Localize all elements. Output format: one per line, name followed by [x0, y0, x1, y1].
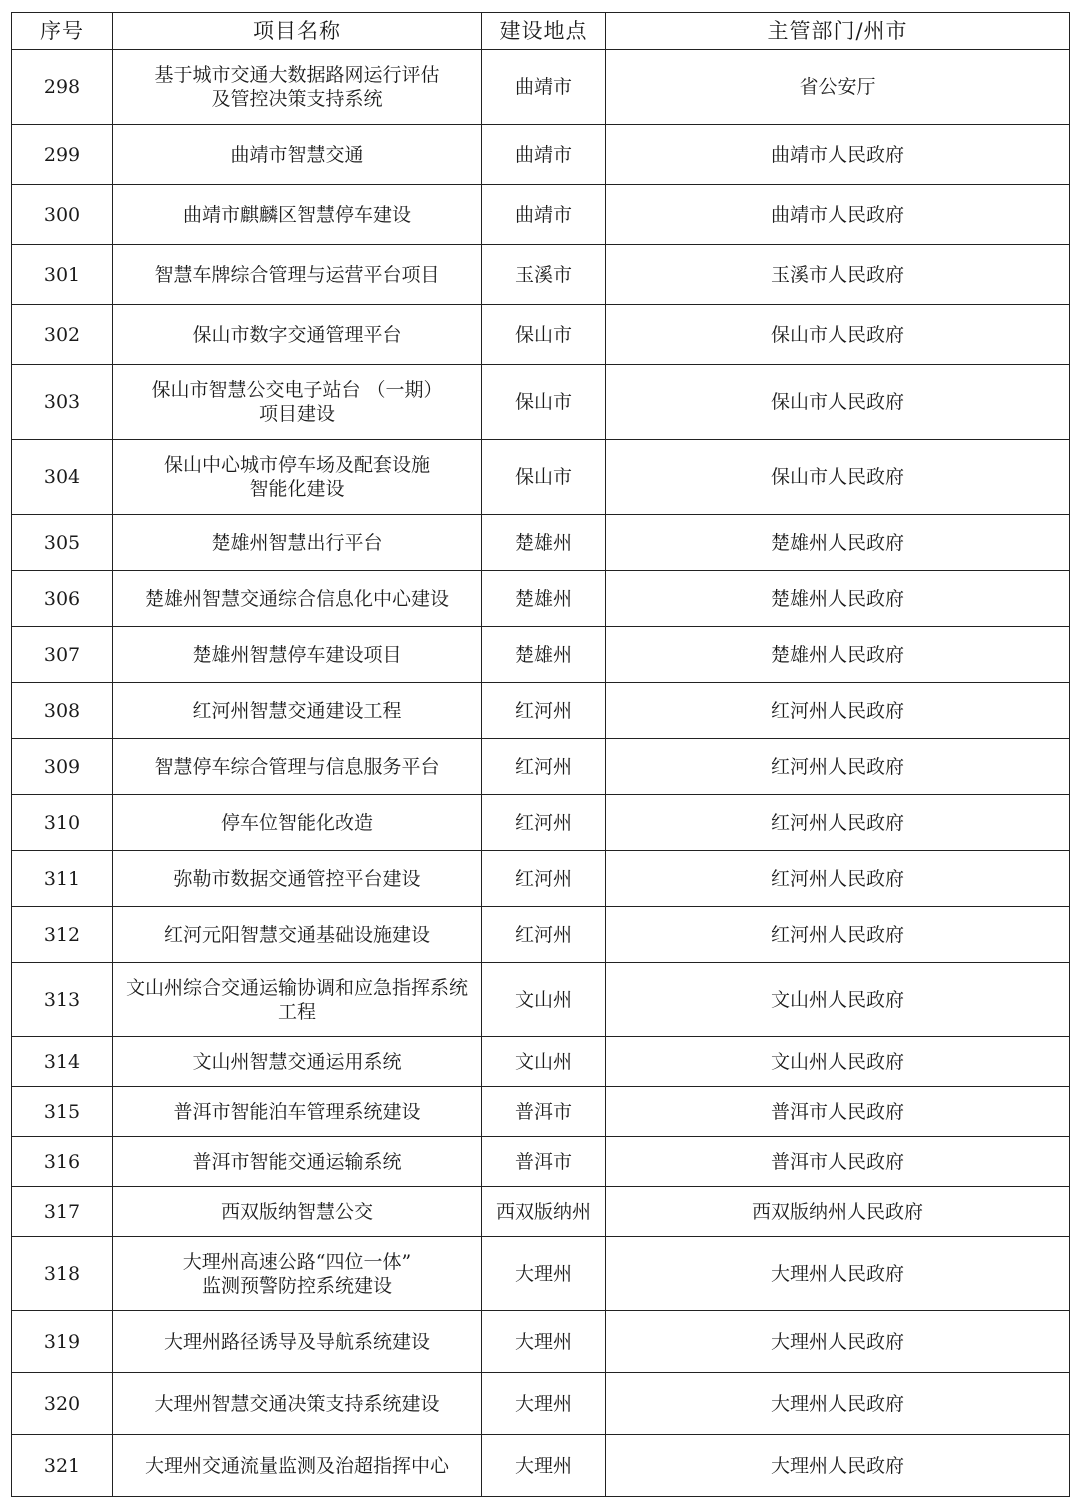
cell-no: 319	[12, 1311, 113, 1373]
cell-dept: 保山市人民政府	[606, 365, 1070, 440]
cell-no: 308	[12, 683, 113, 739]
project-name-line: 保山市数字交通管理平台	[192, 323, 402, 346]
cell-dept: 楚雄州人民政府	[606, 515, 1070, 571]
project-name-line: 保山市智慧公交电子站台 （一期）	[151, 379, 443, 401]
cell-location: 文山州	[482, 1037, 606, 1087]
table-row	[12, 1037, 1070, 1087]
table-body	[12, 50, 1070, 1497]
cell-location: 曲靖市	[482, 125, 606, 185]
project-name-line: 监测预警防控系统建设	[201, 1274, 392, 1297]
table-row	[12, 1137, 1070, 1187]
cell-project-name	[113, 963, 482, 1037]
project-name-line: 大理州路径诱导及导航系统建设	[163, 1330, 430, 1353]
cell-location: 楚雄州	[482, 571, 606, 627]
cell-dept: 大理州人民政府	[606, 1373, 1070, 1435]
project-name-line: 弥勒市数据交通管控平台建设	[173, 867, 421, 890]
cell-no: 310	[12, 795, 113, 851]
table-row	[12, 1311, 1070, 1373]
table-row	[12, 1373, 1070, 1435]
cell-no: 307	[12, 627, 113, 683]
table-row	[12, 125, 1070, 185]
cell-no: 317	[12, 1187, 113, 1237]
cell-project-name	[113, 851, 482, 907]
table-row	[12, 515, 1070, 571]
cell-dept: 红河州人民政府	[606, 683, 1070, 739]
cell-location: 西双版纳州	[482, 1187, 606, 1237]
cell-no: 315	[12, 1087, 113, 1137]
project-name-line: 智慧车牌综合管理与运营平台项目	[154, 263, 440, 286]
cell-no: 316	[12, 1137, 113, 1187]
cell-dept: 保山市人民政府	[606, 440, 1070, 515]
table-row	[12, 851, 1070, 907]
header-name: 项目名称	[113, 13, 482, 50]
project-name-line: 保山中心城市停车场及配套设施	[163, 454, 430, 476]
cell-project-name	[113, 627, 482, 683]
cell-project-name	[113, 245, 482, 305]
cell-location: 红河州	[482, 739, 606, 795]
table-row	[12, 185, 1070, 245]
cell-location: 大理州	[482, 1435, 606, 1497]
table-row	[12, 571, 1070, 627]
cell-project-name	[113, 440, 482, 515]
project-name-line: 大理州交通流量监测及治超指挥中心	[144, 1454, 449, 1477]
cell-project-name	[113, 185, 482, 245]
table-row	[12, 1435, 1070, 1497]
cell-no: 301	[12, 245, 113, 305]
table-header-row	[12, 13, 1070, 50]
cell-dept: 文山州人民政府	[606, 1037, 1070, 1087]
cell-project-name	[113, 1187, 482, 1237]
cell-no: 311	[12, 851, 113, 907]
cell-dept: 红河州人民政府	[606, 739, 1070, 795]
project-name-line: 大理州智慧交通决策支持系统建设	[154, 1392, 440, 1415]
cell-location: 保山市	[482, 440, 606, 515]
table-row	[12, 1087, 1070, 1137]
cell-no: 303	[12, 365, 113, 440]
project-name-line: 曲靖市麒麟区智慧停车建设	[182, 203, 411, 226]
cell-project-name	[113, 683, 482, 739]
table-row	[12, 627, 1070, 683]
cell-dept: 曲靖市人民政府	[606, 185, 1070, 245]
cell-location: 保山市	[482, 365, 606, 440]
cell-no: 302	[12, 305, 113, 365]
cell-no: 321	[12, 1435, 113, 1497]
cell-project-name	[113, 1237, 482, 1311]
project-name-line: 基于城市交通大数据路网运行评估	[154, 64, 440, 86]
cell-no: 299	[12, 125, 113, 185]
cell-location: 红河州	[482, 851, 606, 907]
cell-location: 曲靖市	[482, 50, 606, 125]
table-row	[12, 907, 1070, 963]
cell-project-name	[113, 795, 482, 851]
cell-project-name	[113, 739, 482, 795]
project-name-line: 楚雄州智慧出行平台	[211, 531, 383, 554]
cell-location: 红河州	[482, 795, 606, 851]
cell-no: 305	[12, 515, 113, 571]
cell-location: 红河州	[482, 683, 606, 739]
project-name-line: 智能化建设	[249, 478, 345, 500]
cell-project-name	[113, 1373, 482, 1435]
cell-dept: 玉溪市人民政府	[606, 245, 1070, 305]
cell-location: 保山市	[482, 305, 606, 365]
cell-dept: 楚雄州人民政府	[606, 571, 1070, 627]
project-name-line: 文山州智慧交通运用系统	[192, 1050, 402, 1073]
table-row	[12, 963, 1070, 1037]
header-no: 序号	[12, 13, 113, 50]
cell-dept: 大理州人民政府	[606, 1237, 1070, 1311]
cell-location: 大理州	[482, 1311, 606, 1373]
table-row	[12, 440, 1070, 515]
project-name-line: 智慧停车综合管理与信息服务平台	[154, 755, 440, 778]
cell-project-name	[113, 1311, 482, 1373]
cell-project-name	[113, 1087, 482, 1137]
cell-dept: 红河州人民政府	[606, 795, 1070, 851]
cell-no: 309	[12, 739, 113, 795]
cell-project-name	[113, 305, 482, 365]
project-name-line: 楚雄州智慧交通综合信息化中心建设	[144, 587, 449, 610]
cell-dept: 普洱市人民政府	[606, 1087, 1070, 1137]
cell-no: 320	[12, 1373, 113, 1435]
cell-project-name	[113, 907, 482, 963]
project-name-line: 停车位智能化改造	[220, 811, 373, 834]
table-row	[12, 1237, 1070, 1311]
project-table	[11, 12, 1070, 1497]
cell-location: 楚雄州	[482, 515, 606, 571]
cell-project-name	[113, 50, 482, 125]
project-name-line: 楚雄州智慧停车建设项目	[192, 643, 402, 666]
project-name-line: 普洱市智能泊车管理系统建设	[173, 1100, 421, 1123]
cell-dept: 红河州人民政府	[606, 851, 1070, 907]
project-name-line: 工程	[277, 1000, 316, 1023]
cell-dept: 大理州人民政府	[606, 1311, 1070, 1373]
cell-dept: 文山州人民政府	[606, 963, 1070, 1037]
table-row	[12, 683, 1070, 739]
cell-project-name	[113, 365, 482, 440]
cell-project-name	[113, 515, 482, 571]
cell-no: 306	[12, 571, 113, 627]
project-name-line: 红河州智慧交通建设工程	[192, 699, 402, 722]
table-row	[12, 1187, 1070, 1237]
cell-dept: 楚雄州人民政府	[606, 627, 1070, 683]
cell-no: 298	[12, 50, 113, 125]
cell-location: 普洱市	[482, 1137, 606, 1187]
table-row	[12, 795, 1070, 851]
cell-no: 300	[12, 185, 113, 245]
table-row	[12, 305, 1070, 365]
header-dept: 主管部门/州市	[606, 13, 1070, 50]
cell-project-name	[113, 1037, 482, 1087]
cell-no: 312	[12, 907, 113, 963]
cell-project-name	[113, 1435, 482, 1497]
cell-project-name	[113, 125, 482, 185]
table-row	[12, 50, 1070, 125]
cell-no: 313	[12, 963, 113, 1037]
cell-dept: 省公安厅	[606, 50, 1070, 125]
cell-no: 304	[12, 440, 113, 515]
cell-dept: 普洱市人民政府	[606, 1137, 1070, 1187]
cell-location: 普洱市	[482, 1087, 606, 1137]
header-location: 建设地点	[482, 13, 606, 50]
cell-project-name	[113, 571, 482, 627]
project-name-line: 红河元阳智慧交通基础设施建设	[163, 923, 430, 946]
cell-project-name	[113, 1137, 482, 1187]
project-name-line: 大理州高速公路“四位一体”	[182, 1250, 412, 1273]
cell-location: 红河州	[482, 907, 606, 963]
project-name-line: 曲靖市智慧交通	[230, 143, 364, 166]
project-name-line: 文山州综合交通运输协调和应急指挥系统	[125, 976, 468, 999]
project-name-line: 西双版纳智慧公交	[220, 1200, 373, 1223]
cell-location: 大理州	[482, 1373, 606, 1435]
cell-dept: 红河州人民政府	[606, 907, 1070, 963]
cell-dept: 西双版纳州人民政府	[606, 1187, 1070, 1237]
project-name-line: 项目建设	[258, 403, 335, 425]
cell-location: 楚雄州	[482, 627, 606, 683]
project-name-line: 普洱市智能交通运输系统	[192, 1150, 402, 1173]
cell-dept: 保山市人民政府	[606, 305, 1070, 365]
cell-dept: 大理州人民政府	[606, 1435, 1070, 1497]
cell-location: 大理州	[482, 1237, 606, 1311]
cell-dept: 曲靖市人民政府	[606, 125, 1070, 185]
cell-no: 318	[12, 1237, 113, 1311]
table-row	[12, 739, 1070, 795]
cell-location: 玉溪市	[482, 245, 606, 305]
project-name-line: 及管控决策支持系统	[211, 88, 383, 110]
cell-location: 文山州	[482, 963, 606, 1037]
table-row	[12, 245, 1070, 305]
cell-location: 曲靖市	[482, 185, 606, 245]
table-row	[12, 365, 1070, 440]
cell-no: 314	[12, 1037, 113, 1087]
